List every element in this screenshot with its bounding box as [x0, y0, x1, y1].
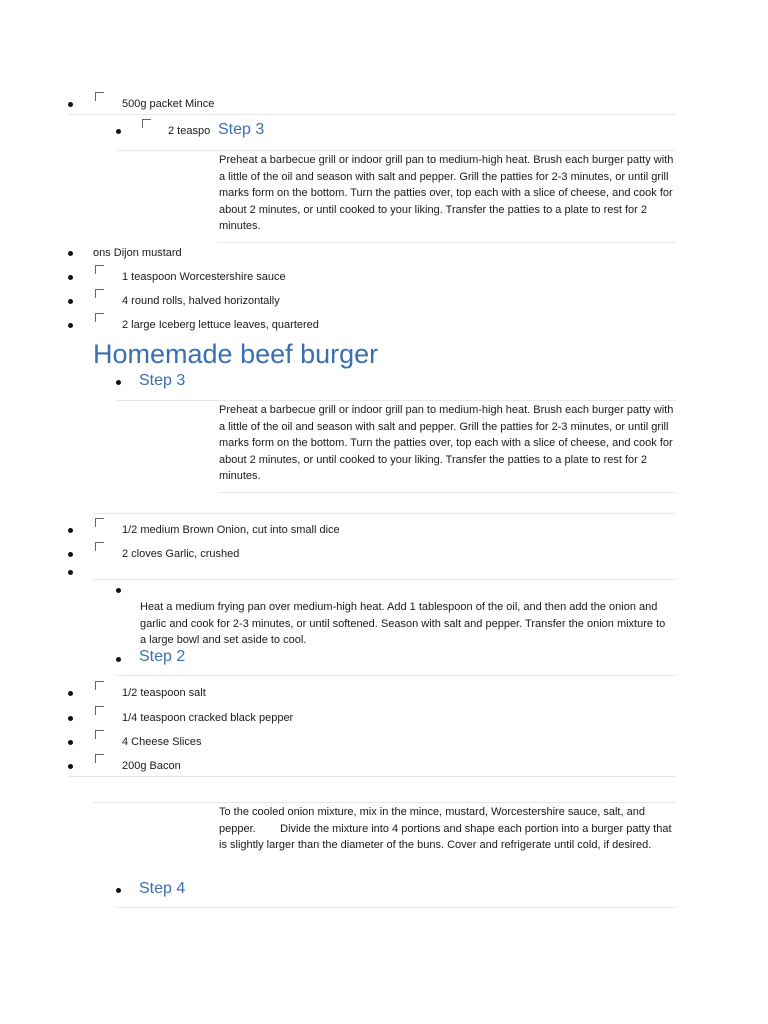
- bullet: [116, 888, 121, 893]
- bullet: [68, 275, 73, 280]
- bullet: [68, 570, 73, 575]
- checkbox-icon[interactable]: [95, 289, 104, 298]
- divider: [116, 150, 676, 151]
- bullet: [68, 691, 73, 696]
- checkbox-icon[interactable]: [142, 119, 151, 128]
- ingredient-pepper: 1/4 teaspoon cracked black pepper: [122, 712, 294, 724]
- bullet: [68, 716, 73, 721]
- divider: [93, 579, 676, 580]
- step-3-heading: Step 3: [218, 121, 265, 138]
- checkbox-icon[interactable]: [95, 754, 104, 763]
- ingredient-onion: 1/2 medium Brown Onion, cut into small dice: [122, 524, 340, 536]
- checkbox-icon[interactable]: [95, 681, 104, 690]
- bullet: [68, 764, 73, 769]
- divider: [116, 400, 676, 401]
- divider: [116, 675, 676, 676]
- bullet: [116, 657, 121, 662]
- checkbox-icon[interactable]: [95, 730, 104, 739]
- ingredient-teaspoon: 2 teaspo: [168, 125, 211, 137]
- ingredient-lettuce: 2 large Iceberg lettuce leaves, quartered: [122, 319, 319, 331]
- bullet: [116, 588, 121, 593]
- bullet: [68, 299, 73, 304]
- step-2-text: To the cooled onion mixture, mix in the mince, mustard, Worcestershire sauce, salt, and pepper. Divide the mixture into 4 portions and shape each portion into a burger patty that is slightly larger than the diameter of the buns. Cover and refrigerate until cold, if desired.: [219, 806, 675, 851]
- divider: [218, 242, 676, 243]
- bullet: [68, 740, 73, 745]
- bullet: [68, 552, 73, 557]
- ingredient-dijon: ons Dijon mustard: [93, 247, 182, 259]
- step-3-text: Preheat a barbecue grill or indoor grill pan to medium-high heat. Brush each burger patty with a little of the oil and season with salt and pepper. Grill the patties for 2-3 minutes, or until grill marks form on the bottom. Turn the patties over, top each with a slice of cheese, and cook for about 2 minutes, or until cooked to your liking. Transfer the patties to a plate to rest for 2 minutes.: [219, 404, 674, 482]
- bullet: [116, 129, 121, 134]
- ingredient-rolls: 4 round rolls, halved horizontally: [122, 295, 280, 307]
- checkbox-icon[interactable]: [95, 542, 104, 551]
- step-3-heading: Step 3: [139, 372, 186, 389]
- checkbox-icon[interactable]: [95, 706, 104, 715]
- checkbox-icon[interactable]: [95, 92, 104, 101]
- ingredient-mince: 500g packet Mince: [122, 98, 215, 110]
- divider: [116, 907, 676, 908]
- divider: [68, 114, 676, 115]
- checkbox-icon[interactable]: [95, 313, 104, 322]
- step-4-heading: Step 4: [139, 880, 186, 897]
- step-1-text: Heat a medium frying pan over medium-high heat. Add 1 tablespoon of the oil, and then add the onion and garlic and cook for 2-3 minutes, or until softened. Season with salt and pepper. Transfer the onion mixture to a large bowl and set aside to cool.: [140, 601, 666, 646]
- ingredient-salt: 1/2 teaspoon salt: [122, 687, 206, 699]
- divider: [93, 513, 676, 514]
- divider: [68, 776, 676, 777]
- step-3-text: Preheat a barbecue grill or indoor grill pan to medium-high heat. Brush each burger patty with a little of the oil and season with salt and pepper. Grill the patties for 2-3 minutes, or until grill marks form on the bottom. Turn the patties over, top each with a slice of cheese, and cook for about 2 minutes, or until cooked to your liking. Transfer the patties to a plate to rest for 2 minutes.: [219, 154, 674, 232]
- ingredient-cheese: 4 Cheese Slices: [122, 736, 202, 748]
- checkbox-icon[interactable]: [95, 265, 104, 274]
- checkbox-icon[interactable]: [95, 518, 104, 527]
- step-2-heading: Step 2: [139, 648, 186, 665]
- ingredient-garlic: 2 cloves Garlic, crushed: [122, 548, 240, 560]
- bullet: [68, 323, 73, 328]
- divider: [218, 492, 676, 493]
- bullet: [68, 528, 73, 533]
- ingredient-bacon: 200g Bacon: [122, 760, 181, 772]
- bullet: [68, 102, 73, 107]
- ingredient-worcestershire: 1 teaspoon Worcestershire sauce: [122, 271, 286, 283]
- bullet: [68, 251, 73, 256]
- bullet: [116, 380, 121, 385]
- page-title: Homemade beef burger: [93, 339, 379, 369]
- divider: [93, 802, 676, 803]
